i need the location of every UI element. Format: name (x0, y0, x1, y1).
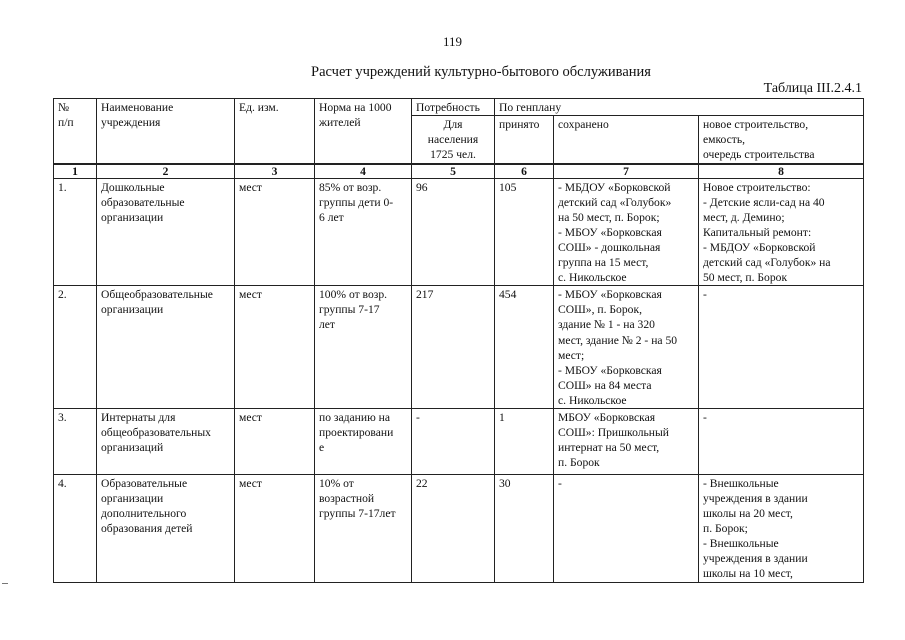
row-name: Общеобразовательные организации (97, 286, 235, 409)
header-norm: Норма на 1000 жителей (315, 99, 412, 164)
row-need: 96 (412, 178, 495, 285)
header-need: Потребность (412, 99, 495, 116)
column-number: 5 (412, 164, 495, 179)
header-row-1 (54, 99, 864, 116)
document-title: Расчет учреждений культурно-бытового обслуживания (311, 64, 651, 80)
row-unit: мест (235, 408, 315, 474)
header-need-sub: Для населения 1725 чел. (412, 116, 495, 164)
scan-mark (2, 583, 8, 584)
row-num: 2. (54, 286, 97, 409)
row-accepted: 454 (495, 286, 554, 409)
header-name: Наименование учреждения (97, 99, 235, 164)
header-new: новое строительство, емкость, очередь строительства (699, 116, 864, 164)
row-norm: 100% от возр. группы 7-17 лет (315, 286, 412, 409)
row-new: - (699, 408, 864, 474)
row-kept: МБОУ «Борковская СОШ»: Пришкольный интернат на 50 мест, п. Борок (554, 408, 699, 474)
row-accepted: 105 (495, 178, 554, 285)
row-need: 22 (412, 474, 495, 582)
table-row (54, 286, 864, 409)
row-name: Интернаты для общеобразовательных организаций (97, 408, 235, 474)
row-accepted: 1 (495, 408, 554, 474)
table-row (54, 408, 864, 474)
row-name: Дошкольные образовательные организации (97, 178, 235, 285)
column-number: 1 (54, 164, 97, 179)
table-row (54, 474, 864, 582)
column-number: 2 (97, 164, 235, 179)
column-number: 4 (315, 164, 412, 179)
row-name: Образовательные организации дополнительного образования детей (97, 474, 235, 582)
row-unit: мест (235, 474, 315, 582)
header-unit: Ед. изм. (235, 99, 315, 164)
header-plan: По генплану (495, 99, 864, 116)
row-kept: - МБДОУ «Борковской детский сад «Голубок» на 50 мест, п. Борок; - МБОУ «Борковская СОШ» - дошкольная группа на 15 мест, с. Никольское (554, 178, 699, 285)
header-num: № п/п (54, 99, 97, 164)
column-number: 8 (699, 164, 864, 179)
row-kept: - МБОУ «Борковская СОШ», п. Борок, здание № 1 - на 320 мест, здание № 2 - на 50 мест; - МБОУ «Борковская СОШ» на 84 места с. Никольское (554, 286, 699, 409)
column-number: 6 (495, 164, 554, 179)
facilities-table (53, 98, 864, 583)
row-num: 4. (54, 474, 97, 582)
row-unit: мест (235, 178, 315, 285)
row-need: - (412, 408, 495, 474)
header-accepted: принято (495, 116, 554, 164)
header-kept: сохранено (554, 116, 699, 164)
row-new: Новое строительство: - Детские ясли-сад на 40 мест, д. Демино; Капитальный ремонт: - МБДОУ «Борковской детский сад «Голубок» на 50 мест, п. Борок (699, 178, 864, 285)
row-accepted: 30 (495, 474, 554, 582)
page-number: 119 (442, 34, 463, 49)
row-norm: по заданию на проектировани е (315, 408, 412, 474)
row-kept: - (554, 474, 699, 582)
row-norm: 10% от возрастной группы 7-17лет (315, 474, 412, 582)
row-norm: 85% от возр. группы дети 0- 6 лет (315, 178, 412, 285)
column-number: 3 (235, 164, 315, 179)
row-num: 1. (54, 178, 97, 285)
row-unit: мест (235, 286, 315, 409)
row-need: 217 (412, 286, 495, 409)
row-num: 3. (54, 408, 97, 474)
table-row (54, 178, 864, 285)
row-new: - (699, 286, 864, 409)
column-number-row (54, 164, 864, 179)
column-number: 7 (554, 164, 699, 179)
table-identifier: Таблица III.2.4.1 (763, 81, 862, 96)
row-new: - Внешкольные учреждения в здании школы на 20 мест, п. Борок; - Внешкольные учреждения в здании школы на 10 мест, (699, 474, 864, 582)
